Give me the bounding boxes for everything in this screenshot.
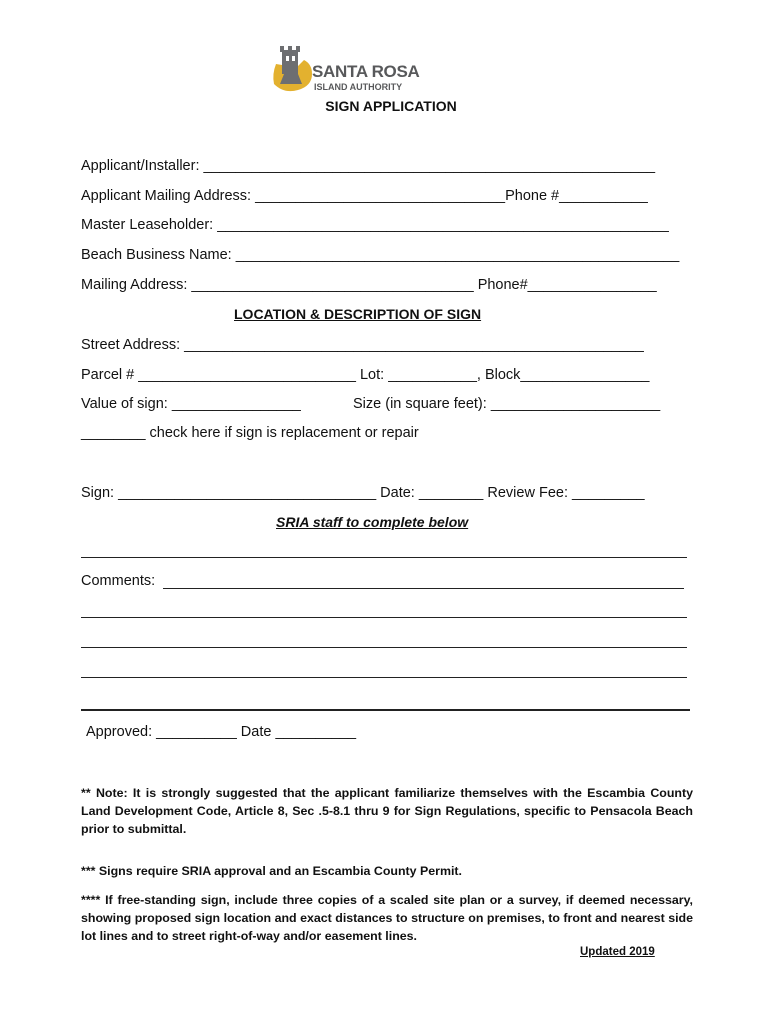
sria-logo [268, 44, 428, 96]
applicant-installer-field[interactable]: Applicant/Installer: ________________________________________________________ [81, 158, 656, 174]
value-of-sign-field[interactable]: Value of sign: ________________ [81, 396, 301, 412]
applicant-mailing-field[interactable]: Applicant Mailing Address: _______________________________Phone #___________ [81, 188, 648, 204]
approved-date-field[interactable]: Approved: __________ Date __________ [86, 724, 357, 740]
staff-line-3[interactable] [81, 647, 687, 648]
mailing-address-field[interactable]: Mailing Address: ___________________________________ Phone#________________ [81, 277, 657, 293]
master-leaseholder-field[interactable]: Master Leaseholder: ________________________________________________________ [81, 217, 669, 233]
size-field[interactable]: Size (in square feet): _____________________ [353, 396, 661, 412]
form-title: SIGN APPLICATION [325, 98, 457, 114]
staff-line-1[interactable] [81, 557, 687, 558]
updated-date: Updated 2019 [580, 946, 655, 958]
staff-line-4[interactable] [81, 677, 687, 678]
parcel-lot-block-field[interactable]: Parcel # ___________________________ Lot: ___________, Block________________ [81, 367, 650, 383]
fort-tower-icon [268, 44, 316, 96]
location-heading: LOCATION & DESCRIPTION OF SIGN [234, 306, 482, 322]
street-address-field[interactable]: Street Address: _________________________________________________________ [81, 337, 644, 353]
section-divider [81, 709, 690, 711]
sign-date-fee-field[interactable]: Sign: ________________________________ Date: ________ Review Fee: _________ [81, 485, 645, 501]
staff-line-2[interactable] [81, 617, 687, 618]
logo-line-1: SANTA ROSA [312, 62, 420, 81]
note-land-code: ** Note: It is strongly suggested that the applicant familiarize themselves with the Escambia County Land Development Code, Article 8, Sec .5-8.1 thru 9 for Sign Regulations, specific to Pensacola Beach prior to submittal. [81, 786, 693, 836]
staff-heading: SRIA staff to complete below [276, 514, 469, 530]
comments-line[interactable] [163, 588, 684, 589]
comments-label: Comments: [81, 573, 156, 589]
logo-line-2: ISLAND AUTHORITY [314, 82, 403, 92]
beach-business-field[interactable]: Beach Business Name: _______________________________________________________ [81, 247, 680, 263]
replacement-check-field[interactable]: ________ check here if sign is replacement or repair [81, 425, 419, 441]
note-permit: *** Signs require SRIA approval and an Escambia County Permit. [81, 864, 462, 878]
note-free-standing: **** If free-standing sign, include three copies of a scaled site plan or a survey, if deemed necessary, showing proposed sign location and exact distances to structure on premises, to front and nearest side lot lines and to street right-of-way and/or easement lines. [81, 893, 693, 943]
